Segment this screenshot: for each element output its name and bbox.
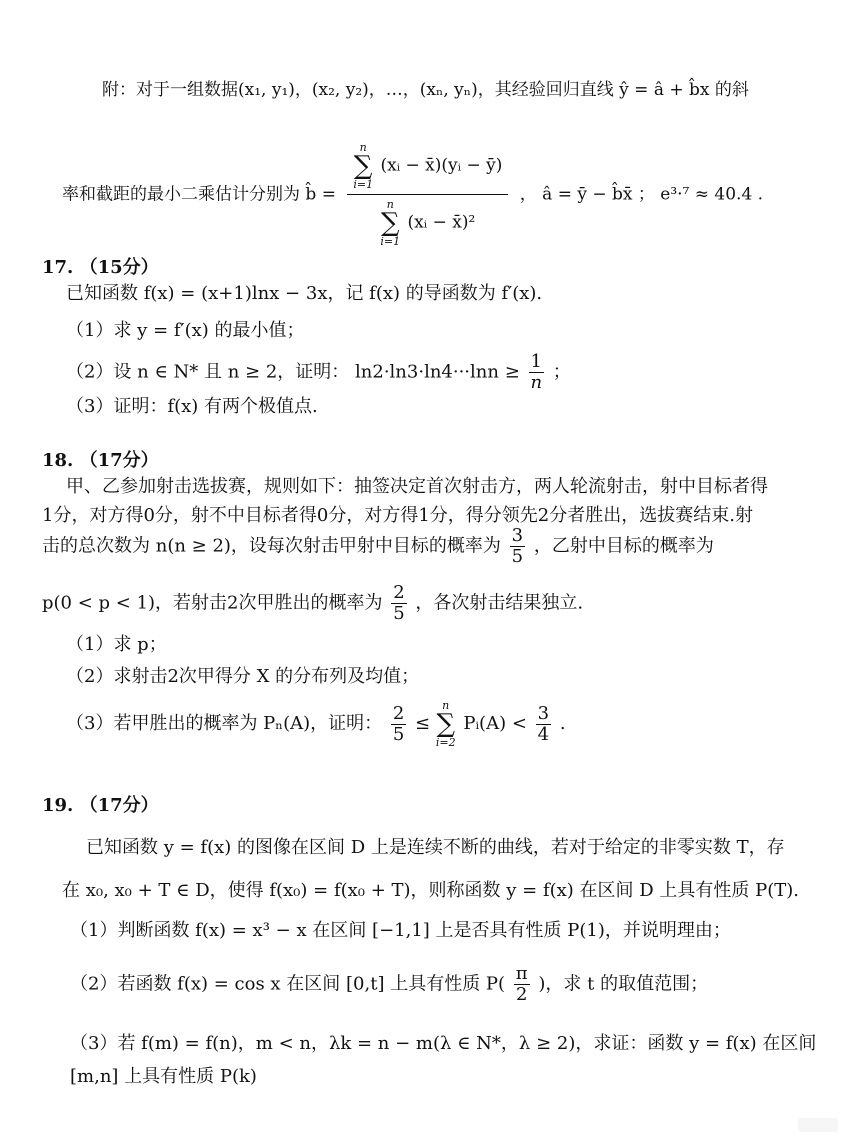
q18-stem-2 [42, 505, 753, 527]
q17-part-1-text: （1）求 y = f′(x) 的最小值； [66, 320, 305, 341]
sum-lower-limit: i=1 [380, 235, 401, 248]
q19-part-2 [70, 964, 708, 1005]
q18-part-3 [66, 700, 566, 748]
fraction-numerator: 1 [530, 351, 542, 372]
fraction-numerator [347, 142, 508, 195]
q18-fraction-3-5 [510, 526, 525, 567]
q19-stem-2-text: 在 x₀, x₀ + T ∈ D，使得 f(x₀) = f(x₀ + T)，则称函数 y = f(x) 在区间 D 上具有性质 P(T). [62, 880, 800, 901]
q18-stem-1 [66, 476, 768, 498]
denominator-text: (xᵢ − x̄)² [407, 212, 476, 233]
fraction-denominator: 4 [537, 723, 550, 745]
q18-fraction-2-5 [391, 583, 406, 624]
sigma-icon: ∑ [353, 151, 373, 181]
q17-part-2 [66, 352, 571, 393]
q19-header-text: 19. （17分） [42, 795, 159, 816]
q19-part-3b-text: [m,n] 上具有性质 P(k) [70, 1066, 257, 1087]
q17-part-3 [66, 396, 318, 418]
q18-part-3-text: （3）若甲胜出的概率为 Pₙ(A)，证明： [66, 713, 383, 735]
appendix-line-2 [62, 142, 763, 247]
q18-fraction-right [536, 704, 551, 745]
fraction-numerator: 2 [392, 702, 405, 724]
fraction-denominator: 5 [392, 723, 405, 745]
q19-part-2-text: （2）若函数 f(x) = cos x 在区间 [0,t] 上具有性质 P( [70, 973, 506, 995]
q18-header-text: 18. （17分） [42, 450, 159, 471]
q19-part-3b [70, 1066, 257, 1088]
q18-header [42, 450, 159, 472]
sigma-icon: ∑ [380, 208, 400, 238]
fraction-numerator: 2 [393, 582, 405, 603]
appendix-line-1 [102, 80, 749, 100]
q18-part-2 [66, 666, 419, 688]
sigma-icon: ∑ [436, 709, 455, 739]
q18-part-3-term: Pᵢ(A) < [463, 713, 533, 735]
q17-part-1 [66, 320, 305, 342]
sum-lower-limit: i=1 [353, 178, 374, 191]
fraction-denominator: 5 [393, 602, 405, 624]
q18-part-2-text: （2）求射击2次甲得分 X 的分布列及均值； [66, 666, 420, 687]
sum-upper-limit: n [386, 198, 394, 211]
q17-fraction [529, 352, 544, 393]
fraction-numerator: π [515, 963, 528, 984]
appendix-suffix: ， â = ȳ − b̂x̄ ； e³·⁷ ≈ 40.4 . [519, 184, 764, 205]
q18-fraction-left [391, 704, 406, 745]
sum-upper-limit: n [442, 699, 450, 712]
q18-stem-2-text: 1分，对方得0分，射不中目标者得0分，对方得1分，得分领先2分者胜出，选拔赛结束.射 [42, 505, 753, 526]
sum-symbol-top [353, 142, 373, 190]
q18-stem-4-text: p(0 < p < 1)，若射击2次甲胜出的概率为 [42, 592, 383, 614]
fraction-numerator: 3 [511, 525, 524, 546]
q19-header [42, 795, 159, 817]
q19-fraction-pi-2 [514, 964, 530, 1005]
q19-part-1 [70, 920, 731, 942]
fraction-denominator: 5 [511, 545, 524, 567]
fraction-numerator: 3 [537, 702, 550, 724]
q18-stem-4-end: ，各次射击结果独立. [415, 592, 584, 614]
q19-stem-1 [86, 837, 785, 859]
q17-stem-text: 已知函数 f(x) = (x+1)lnx − 3x，记 f(x) 的导函数为 f′(x). [66, 283, 543, 304]
q17-part-2-text: （2）设 n ∈ N* 且 n ≥ 2，证明： ln2·ln3·ln4···lnn ≥ [66, 361, 520, 383]
q18-stem-4 [42, 583, 583, 624]
q17-part-2-end: ； [552, 361, 571, 383]
q18-part-3-end: . [559, 713, 566, 735]
q18-stem-3 [42, 526, 714, 567]
q18-part-1 [66, 634, 167, 656]
q18-part-3-leq: ≤ [415, 713, 436, 735]
q19-stem-1-text: 已知函数 y = f(x) 的图像在区间 D 上是连续不断的曲线，若对于给定的非零实数 T，存 [86, 837, 785, 858]
q17-header [42, 257, 159, 279]
least-squares-fraction [347, 142, 508, 247]
corner-mark [798, 1118, 838, 1132]
q19-part-2-end: )，求 t 的取值范围； [538, 973, 709, 995]
q18-stem-3-text: 击的总次数为 n(n ≥ 2)，设每次射击甲射中目标的概率为 [42, 535, 501, 557]
q19-part-3a [70, 1033, 816, 1055]
appendix-text-1: 附：对于一组数据(x₁, y₁)，(x₂, y₂)，…，(xₙ, yₙ)，其经验回归直线 ŷ = â + b̂x 的斜 [102, 80, 749, 100]
numerator-text: (xᵢ − x̄)(yᵢ − ȳ) [380, 155, 503, 176]
appendix-prefix: 率和截距的最小二乘估计分别为 b̂ = [62, 184, 342, 205]
sum-symbol-bottom [380, 199, 400, 247]
sum-upper-limit: n [359, 141, 367, 154]
q19-stem-2 [62, 880, 799, 902]
q18-stem-1-text: 甲、乙参加射击选拔赛，规则如下：抽签决定首次射击方，两人轮流射击，射中目标者得 [66, 476, 768, 497]
fraction-denominator: 2 [515, 983, 528, 1005]
q17-part-3-text: （3）证明：f(x) 有两个极值点. [66, 396, 318, 417]
fraction-denominator: n [530, 371, 543, 393]
q17-header-text: 17. （15分） [42, 257, 159, 278]
sum-lower-limit: i=2 [435, 736, 456, 749]
q18-part-1-text: （1）求 p； [66, 634, 167, 655]
q18-stem-3-end: ，乙射中目标的概率为 [533, 535, 714, 557]
q19-part-1-text: （1）判断函数 f(x) = x³ − x 在区间 [−1,1] 上是否具有性质 P(1)，并说明理由； [70, 920, 731, 941]
q19-part-3a-text: （3）若 f(m) = f(n)，m < n，λk = n − m(λ ∈ N*，λ ≥ 2)，求证：函数 y = f(x) 在区间 [70, 1033, 817, 1054]
q18-sum [436, 700, 456, 748]
q17-stem [66, 283, 542, 305]
fraction-denominator [347, 195, 508, 247]
